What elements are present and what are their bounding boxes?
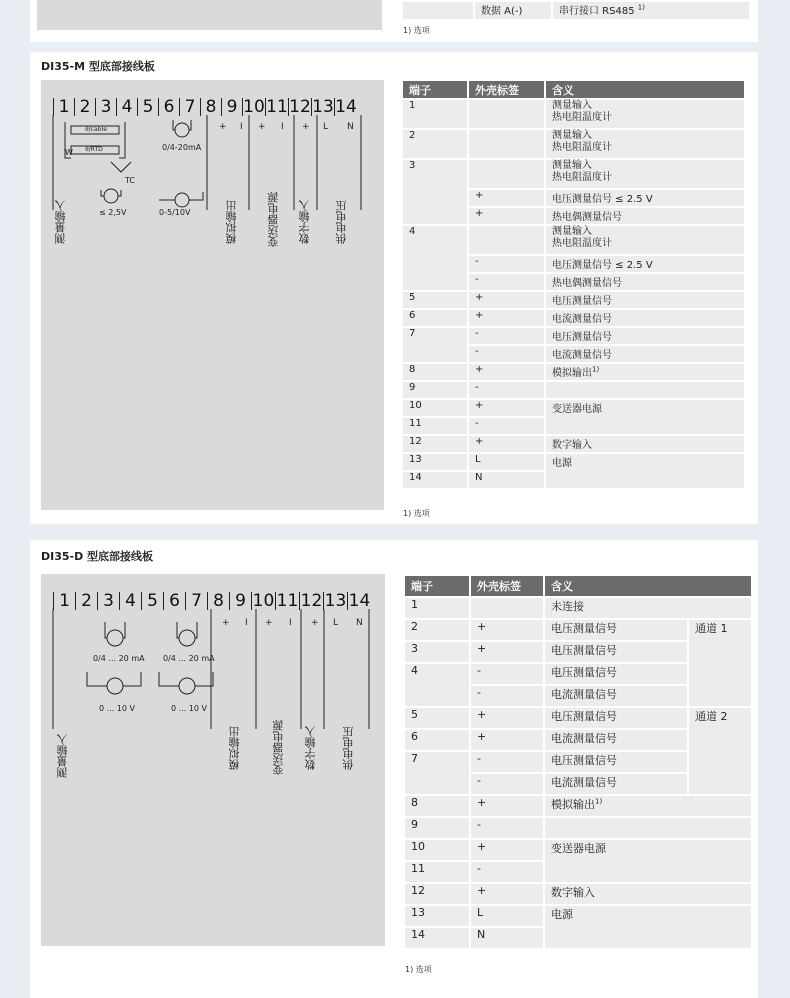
terminal-number: 1: [53, 592, 75, 610]
terminal-sign: N: [347, 122, 354, 132]
terminal-sign: +: [222, 618, 230, 628]
d-wiring-lines: [41, 574, 385, 946]
m-terminal-table: [401, 79, 746, 490]
col-terminal: 端子: [403, 81, 467, 98]
housing-label: 数据 A(-): [475, 2, 551, 19]
tc-label: TC: [125, 176, 136, 185]
terminal-number: 7: [179, 98, 200, 116]
table-row: 7 - 电压测量信号: [403, 328, 744, 344]
terminal-sign: +: [219, 122, 227, 132]
terminal-sign: +: [302, 122, 310, 132]
table-row: [403, 2, 749, 19]
table-row: 10 + 变送器电源: [405, 840, 751, 860]
footnote: 1) 选项: [405, 965, 432, 974]
table-row: 13 L 电源: [405, 906, 751, 926]
terminal-sign: I: [281, 122, 284, 132]
digital-input-label: 数字输入: [298, 200, 311, 244]
channel-2: 通道 2: [689, 708, 751, 794]
measure-input-label: 测量输入: [54, 200, 67, 244]
footnote: 1) 选项: [403, 26, 430, 35]
table-row: - 电流测量信号: [403, 346, 744, 362]
table-row: 14 N: [403, 472, 744, 488]
table-header: [403, 81, 744, 98]
terminal-number: 2: [75, 592, 97, 610]
table-row: 7 - 电压测量信号: [405, 752, 751, 772]
analog-output-label: 模拟输出: [228, 726, 241, 770]
d-wiring-diagram: [41, 574, 385, 946]
table-row: 6 + 电流测量信号: [405, 730, 751, 750]
terminal-number: 14: [335, 97, 357, 117]
terminal-number: 8: [207, 592, 229, 610]
table-row: 6 + 电流测量信号: [403, 310, 744, 326]
terminal-number: 4: [116, 98, 137, 116]
terminal-number: 11: [276, 591, 299, 611]
m-wiring-lines: [41, 80, 384, 510]
w-label: W: [65, 148, 73, 157]
meaning: 串行接口 RS485: [559, 6, 635, 17]
footnote-mark: 1): [637, 3, 645, 12]
table-row: - 电流测量信号: [405, 686, 751, 706]
table-row: 11 -: [403, 418, 744, 434]
col-housing-label: 外壳标签: [469, 81, 544, 98]
top-panel: [30, 0, 758, 42]
footnote: 1) 选项: [403, 509, 430, 518]
table-row: 5 + 电压测量信号: [403, 292, 744, 308]
col-meaning: 含义: [545, 576, 751, 596]
terminal-number: 1: [53, 98, 74, 116]
terminal-number: 11: [266, 97, 288, 117]
terminal-number: 12: [289, 97, 311, 117]
terminal-sign: +: [258, 122, 266, 132]
table-row: 3 + 电压测量信号: [405, 642, 751, 662]
table-row: 12 + 数字输入: [405, 884, 751, 904]
section-title: DI35-M 型底部接线板: [41, 60, 155, 73]
measure-input-label: 测量输入: [56, 734, 69, 778]
terminal-number: 13: [312, 97, 334, 117]
ch2-current-label: 0/4 ... 20 mA: [163, 654, 215, 663]
table-row: 2 测量输入 热电阻温度计: [403, 130, 744, 158]
terminal-number: 6: [163, 592, 185, 610]
terminal-number: 6: [158, 98, 179, 116]
current-range-label: 0/4-20mA: [162, 143, 202, 152]
ch1-current-label: 0/4 ... 20 mA: [93, 654, 145, 663]
digital-input-label: 数字输入: [304, 726, 317, 770]
terminal-number: 3: [97, 592, 119, 610]
terminal-sign: N: [356, 618, 363, 628]
terminal-number: 9: [221, 98, 242, 116]
table-row: 10 + 变送器电源: [403, 400, 744, 416]
table-row: 3 测量输入 热电阻温度计: [403, 160, 744, 188]
table-row: - 电压测量信号 ≤ 2.5 V: [403, 256, 744, 272]
table-row: 9 -: [403, 382, 744, 398]
supply-voltage-label: 供电电压: [342, 726, 355, 770]
terminal-number: 14: [348, 591, 371, 611]
rtd-cable-label: ϑ/cable: [85, 126, 107, 133]
terminal-number: 10: [243, 97, 265, 117]
m-wiring-diagram: [41, 80, 384, 510]
table-row: 1 测量输入 热电阻温度计: [403, 100, 744, 128]
ch1-voltage-label: 0 ... 10 V: [99, 704, 135, 713]
table-row: 4 - 电压测量信号: [405, 664, 751, 684]
d-terminal-table: [403, 574, 753, 950]
table-row: 2 + 电压测量信号 通道 1: [405, 620, 751, 640]
col-meaning: 含义: [546, 81, 744, 98]
table-row: 1 未连接: [405, 598, 751, 618]
voltage-range-label: 0-5/10V: [159, 208, 191, 217]
terminal-sign: +: [311, 618, 319, 628]
terminal-number: 7: [185, 592, 207, 610]
terminal-number: 4: [119, 592, 141, 610]
terminal-sign: I: [240, 122, 243, 132]
section-title: DI35-D 型底部接线板: [41, 550, 154, 563]
terminal-number: 5: [137, 98, 158, 116]
table-row: 13 L 电源: [403, 454, 744, 470]
terminal-sign: +: [265, 618, 273, 628]
col-terminal: 端子: [405, 576, 469, 596]
table-row: 4 测量输入 热电阻温度计: [403, 226, 744, 254]
m-panel: [30, 52, 758, 524]
table-row: - 电流测量信号: [405, 774, 751, 794]
channel-1: 通道 1: [689, 620, 751, 706]
table-row: 8 + 模拟输出$^{1)}$: [403, 364, 744, 380]
terminal-sign: I: [289, 618, 292, 628]
terminal-sign: I: [245, 618, 248, 628]
table-header: [405, 576, 751, 596]
terminal-number: 10: [252, 591, 275, 611]
transmitter-supply-label: 变送器电源: [267, 192, 280, 247]
top-diagram-fragment: [37, 0, 382, 30]
d-panel: [30, 540, 758, 998]
ch2-voltage-label: 0 ... 10 V: [171, 704, 207, 713]
col-housing-label: 外壳标签: [471, 576, 543, 596]
terminal-number: 8: [200, 98, 221, 116]
voltage-limit-label: ≤ 2,5V: [99, 208, 127, 217]
analog-output-label: 模拟输出: [225, 200, 238, 244]
transmitter-supply-label: 变送器电源: [272, 720, 285, 775]
terminal-number: 2: [74, 98, 95, 116]
table-row: 11 -: [405, 862, 751, 882]
terminal-number: 13: [324, 591, 347, 611]
table-row: + 电压测量信号 ≤ 2.5 V: [403, 190, 744, 206]
table-row: - 热电偶测量信号: [403, 274, 744, 290]
terminal-sign: L: [333, 618, 339, 628]
table-row: 9 -: [405, 818, 751, 838]
table-row: 5 + 电压测量信号 通道 2: [405, 708, 751, 728]
terminal-sign: L: [323, 122, 329, 132]
top-table-fragment: [401, 0, 751, 21]
terminal-number: 9: [229, 592, 251, 610]
supply-voltage-label: 供电电压: [335, 200, 348, 244]
terminal-number: 5: [141, 592, 163, 610]
table-row: + 热电偶测量信号: [403, 208, 744, 224]
rtd-label: ϑ/RTD: [85, 146, 103, 153]
terminal-number: 3: [95, 98, 116, 116]
table-row: 8 + 模拟输出$^{1)}$: [405, 796, 751, 816]
table-row: 14 N: [405, 928, 751, 948]
terminal-number: 12: [300, 591, 323, 611]
table-row: 12 + 数字输入: [403, 436, 744, 452]
